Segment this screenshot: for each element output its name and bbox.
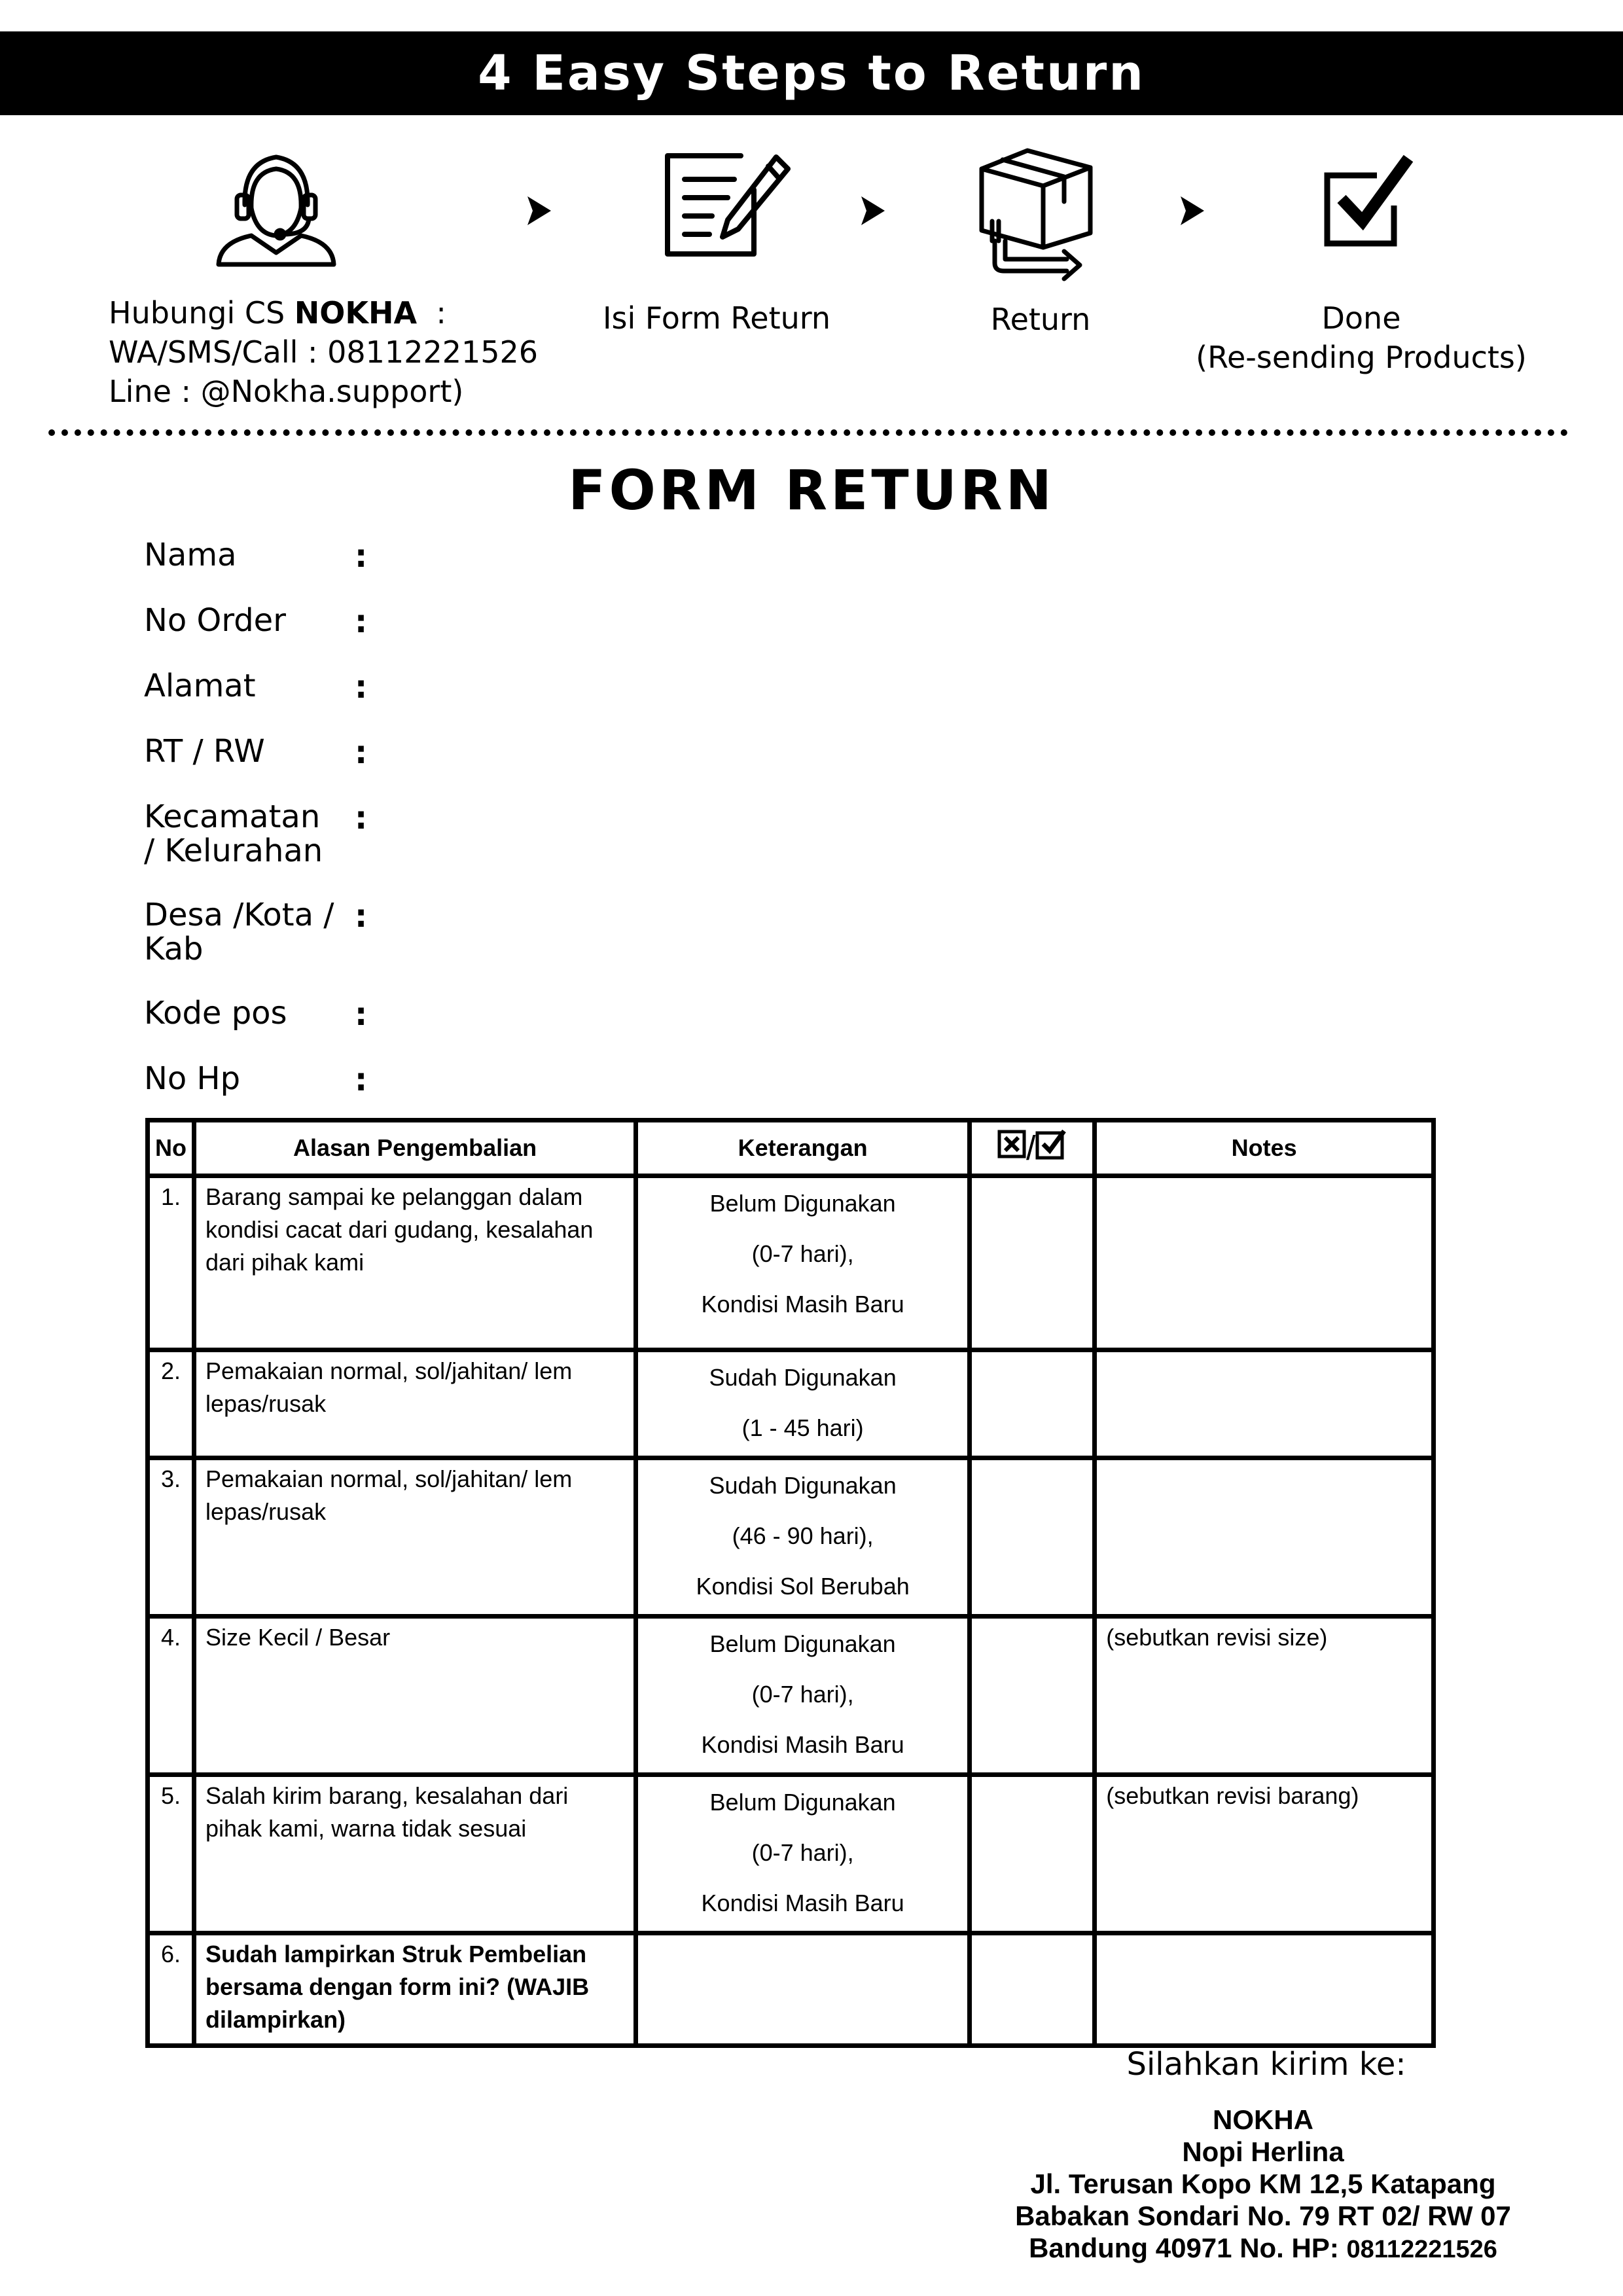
row-reason: Pemakaian normal, sol/jahitan/ lem lepas/rusak <box>194 1350 636 1458</box>
row-check-cell[interactable] <box>970 1458 1095 1617</box>
table-row <box>148 1350 1434 1458</box>
row-number: 6. <box>148 1933 194 2046</box>
row-info: Belum Digunakan (0-7 hari), Kondisi Masih Baru <box>636 1775 970 1933</box>
address-line: Jl. Terusan Kopo KM 12,5 Katapang <box>1030 2168 1496 2199</box>
field-colon: : <box>355 538 368 575</box>
step-done-sublabel: (Re-sending Products) <box>1196 340 1527 375</box>
field-colon: : <box>355 898 368 935</box>
row-info: Belum Digunakan (0-7 hari), Kondisi Masih Baru <box>636 1176 970 1350</box>
row-info: Sudah Digunakan (1 - 45 hari) <box>636 1350 970 1458</box>
row-check-cell[interactable] <box>970 1775 1095 1933</box>
chevron-right-icon <box>524 194 555 230</box>
address-line: Nopi Herlina <box>1182 2136 1344 2167</box>
address-line: NOKHA <box>1213 2104 1313 2135</box>
cross-box-icon <box>997 1130 1026 1167</box>
address-line: Bandung 40971 No. HP: 08112221526 <box>1029 2233 1497 2263</box>
field-label-desa-kota: Desa /Kota / Kab <box>144 897 334 967</box>
field-colon: : <box>355 800 368 836</box>
row-number: 5. <box>148 1775 194 1933</box>
row-notes[interactable] <box>1095 1350 1434 1458</box>
row-check-cell[interactable] <box>970 1933 1095 2046</box>
row-check-cell[interactable] <box>970 1176 1095 1350</box>
return-box-icon <box>975 143 1099 287</box>
check-box-icon <box>1035 1128 1067 1168</box>
return-reasons-table <box>145 1118 1436 2048</box>
header-no: No <box>148 1121 194 1176</box>
table-row <box>148 1458 1434 1617</box>
field-colon: : <box>355 734 368 771</box>
header-banner <box>0 31 1623 115</box>
brand-name: NOKHA <box>294 295 418 331</box>
header-notes: Notes <box>1095 1121 1434 1176</box>
field-label-alamat: Alamat <box>144 668 256 704</box>
field-label-kecamatan: Kecamatan / Kelurahan <box>144 798 323 869</box>
send-to-label: Silahkan kirim ke: <box>1126 2046 1406 2083</box>
row-number: 2. <box>148 1350 194 1458</box>
return-address <box>962 2104 1564 2266</box>
row-info <box>636 1933 970 2046</box>
checkbox-icon <box>1322 153 1414 250</box>
check-separator: / <box>1026 1129 1036 1167</box>
row-info: Sudah Digunakan (46 - 90 hari), Kondisi Sol Berubah <box>636 1458 970 1617</box>
step-fill-form-label: Isi Form Return <box>602 300 831 336</box>
header-check <box>970 1121 1095 1176</box>
table-header-row <box>148 1121 1434 1176</box>
row-check-cell[interactable] <box>970 1617 1095 1775</box>
row-notes[interactable] <box>1095 1176 1434 1350</box>
row-number: 1. <box>148 1176 194 1350</box>
dotted-divider <box>48 429 1568 436</box>
chevron-right-icon <box>857 194 889 230</box>
step-done <box>1178 298 1544 377</box>
field-colon: : <box>355 603 368 640</box>
row-reason: Size Kecil / Besar <box>194 1617 636 1775</box>
header-title: 4 Easy Steps to Return <box>478 45 1145 101</box>
form-title: FORM RETURN <box>568 458 1055 522</box>
row-notes[interactable] <box>1095 1933 1434 2046</box>
field-label-rt-rw: RT / RW <box>144 733 265 770</box>
row-check-cell[interactable] <box>970 1350 1095 1458</box>
header-reason: Alasan Pengembalian <box>194 1121 636 1176</box>
row-info: Belum Digunakan (0-7 hari), Kondisi Masih Baru <box>636 1617 970 1775</box>
field-colon: : <box>355 996 368 1033</box>
address-phone: 08112221526 <box>1346 2236 1497 2263</box>
row-notes[interactable]: (sebutkan revisi barang) <box>1095 1775 1434 1933</box>
row-notes[interactable] <box>1095 1458 1434 1617</box>
table-row <box>148 1617 1434 1775</box>
field-label-no-hp: No Hp <box>144 1060 241 1097</box>
field-colon: : <box>355 1062 368 1098</box>
step-contact-line1: Hubungi CS NOKHA : <box>109 295 446 331</box>
row-number: 3. <box>148 1458 194 1617</box>
field-label-no-order: No Order <box>144 602 286 639</box>
table-row <box>148 1176 1434 1350</box>
row-reason: Pemakaian normal, sol/jahitan/ lem lepas/rusak <box>194 1458 636 1617</box>
address-line: Babakan Sondari No. 79 RT 02/ RW 07 <box>1015 2200 1511 2231</box>
row-number: 4. <box>148 1617 194 1775</box>
fill-form-icon <box>662 151 793 262</box>
row-reason: Sudah lampirkan Struk Pembelian bersama dengan form ini? (WAJIB dilampirkan) <box>194 1933 636 2046</box>
field-colon: : <box>355 669 368 706</box>
row-notes[interactable]: (sebutkan revisi size) <box>1095 1617 1434 1775</box>
customer-service-icon <box>211 143 342 267</box>
field-label-kode-pos: Kode pos <box>144 995 287 1031</box>
step-done-label: Done <box>1321 300 1401 336</box>
chevron-right-icon <box>1177 194 1208 230</box>
step-contact-cs <box>109 293 538 411</box>
step-contact-phone: WA/SMS/Call : 08112221526 <box>109 334 539 370</box>
step-return-label: Return <box>990 302 1091 337</box>
field-label-nama: Nama <box>144 537 237 573</box>
table-row <box>148 1775 1434 1933</box>
table-row <box>148 1933 1434 2046</box>
step-contact-line: Line : @Nokha.support) <box>109 374 464 409</box>
row-reason: Salah kirim barang, kesalahan dari pihak kami, warna tidak sesuai <box>194 1775 636 1933</box>
header-info: Keterangan <box>636 1121 970 1176</box>
row-reason: Barang sampai ke pelanggan dalam kondisi cacat dari gudang, kesalahan dari pihak kami <box>194 1176 636 1350</box>
